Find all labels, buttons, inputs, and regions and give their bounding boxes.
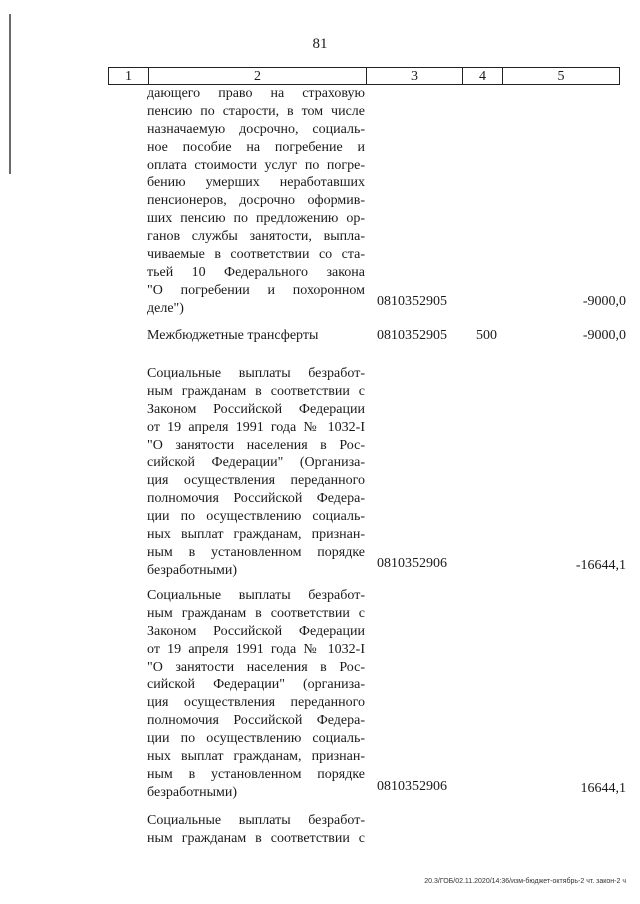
description-line: пенсию по старости, в том числе [147,103,365,119]
description-line: ным в установленном порядке [147,544,365,560]
description-line: "О занятости населения в Рос- [147,659,365,675]
description-line: тьей 10 Федерального закона [147,264,365,280]
description-line: ших пенсию по предложению ор- [147,211,365,227]
description-line: Социальные выплаты безработ- [147,366,365,381]
row-description [147,327,365,345]
description-line: бению умерших неработавших [147,175,365,191]
amount: -9000,0 [582,328,626,343]
description-line: от 19 апреля 1991 года № 1032-I [147,641,365,657]
amount: 16644,1 [580,781,626,796]
row-description [147,812,365,848]
description-line: ции по осуществлению социаль- [147,509,365,525]
description-line: ным гражданам в соответствии с [147,605,365,621]
description-line: Законом Российской Федерации [147,401,365,417]
description-line: сийской Федерации" (организа- [147,677,365,693]
description-line: деле") [147,300,184,316]
row-description [147,587,365,802]
column-header-4: 4 [462,68,502,84]
target-article-code: 0810352905 [377,294,447,309]
row-description [147,85,365,318]
column-header-5: 5 [502,68,619,84]
description-line: от 19 апреля 1991 года № 1032-I [147,419,365,435]
description-line: сийской Федерации" (Организа- [147,455,365,471]
description-line: ганов службы занятости, выпла- [147,229,365,245]
description-line: оплата стоимости услуг по погре- [147,157,365,173]
description-line: ция осуществления переданного [147,473,365,489]
description-line: Социальные выплаты безработ- [147,813,365,828]
amount: -16644,1 [575,558,626,573]
description-line: безработными) [147,784,238,800]
description-line: ция осуществления переданного [147,695,365,711]
description-line: ных выплат гражданам, признан- [147,749,365,765]
description-line: назначаемую досрочно, социаль- [147,121,365,137]
column-header-1: 1 [125,69,132,84]
column-header-table [108,67,620,85]
description-line: Социальные выплаты безработ- [147,588,365,603]
target-article-code: 0810352906 [377,779,447,794]
description-line: Межбюджетные трансферты [147,328,319,343]
description-line: ное пособие на погребение и [147,139,365,155]
document-footer-stamp: 20.3/ГОБ/02.11.2020/14:36/изм-бюджет-октябрь-2 чт. закон-2 ч [424,878,626,885]
description-line: Законом Российской Федерации [147,623,365,639]
amount: -9000,0 [582,294,626,309]
page-number: 81 [312,36,328,52]
description-line: дающего право на страховую [147,86,365,101]
target-article-code: 0810352906 [377,556,447,571]
column-header-3: 3 [366,68,462,84]
description-line: "О погребении и похоронном [147,282,365,298]
description-line: ных выплат гражданам, признан- [147,527,365,543]
target-article-code: 0810352905 [377,328,447,343]
description-line: ции по осуществлению социаль- [147,731,365,747]
description-line: ным в установленном порядке [147,766,365,782]
description-line: полномочия Российской Федера- [147,713,365,729]
description-line: "О занятости населения в Рос- [147,437,365,453]
description-line: пенсионеров, досрочно оформив- [147,193,365,209]
description-line: безработными) [147,562,238,578]
description-line: чиваемые в соответствии со ста- [147,247,365,263]
expense-type-code: 500 [476,328,497,343]
row-description [147,365,365,580]
description-line: полномочия Российской Федера- [147,491,365,507]
description-line: ным гражданам в соответствии с [147,383,365,399]
description-line: ным гражданам в соответствии с [147,830,365,846]
column-header-2: 2 [148,68,366,84]
